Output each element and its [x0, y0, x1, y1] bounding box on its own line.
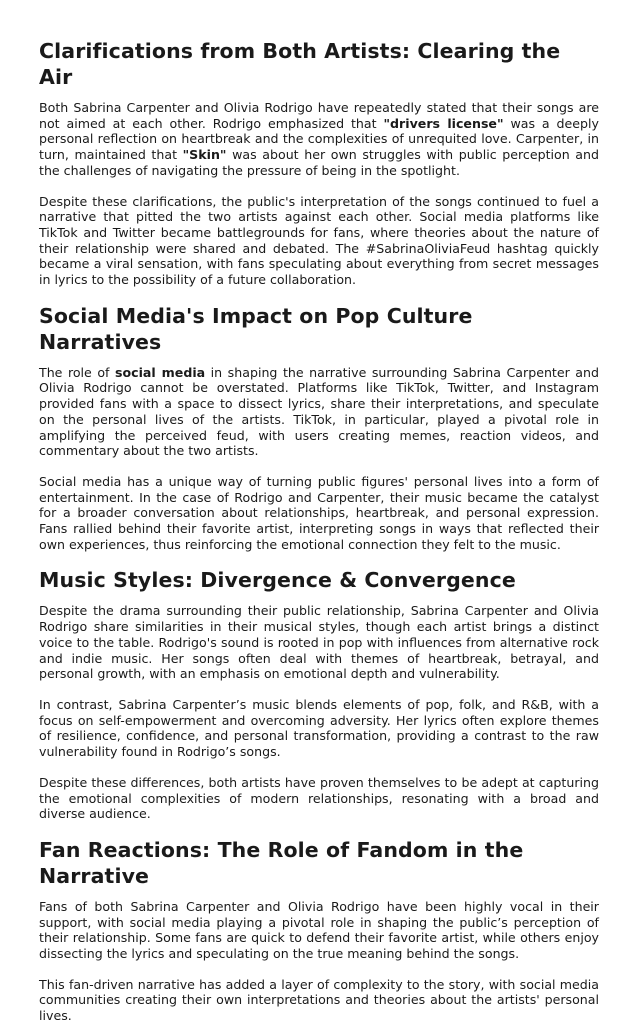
paragraph: Fans of both Sabrina Carpenter and Olivia Rodrigo have been highly vocal in their support, with social media playing a pivotal role in shaping the public’s perception of their relationship. Some fans are quick to defend their favorite artist, while others enjoy dissecting the lyrics and speculating on the true meaning behind the songs.: [39, 898, 599, 962]
paragraph: In contrast, Sabrina Carpenter’s music blends elements of pop, folk, and R&B, with a focus on self-empowerment and overcoming adversity. Her lyrics often explore themes of resilience, confidence, and personal transformation, providing a contrast to the raw vulnerability found in Rodrigo’s songs.: [39, 696, 599, 760]
paragraph: Despite these differences, both artists have proven themselves to be adept at capturing the emotional complexities of modern relationships, resonating with a broad and diverse audience.: [39, 774, 599, 822]
section-clarifications: [39, 38, 599, 288]
paragraph: This fan-driven narrative has added a layer of complexity to the story, with social media communities creating their own interpretations and theories about the artists' personal lives.: [39, 976, 599, 1024]
section-social-media-impact: [39, 303, 599, 553]
paragraph: Despite the drama surrounding their public relationship, Sabrina Carpenter and Olivia Rodrigo share similarities in their musical styles, though each artist brings a distinct voice to the table. Rodrigo's sound is rooted in pop with influences from alternative rock and indie music. Her songs often deal with themes of heartbreak, betrayal, and personal growth, with an emphasis on emotional depth and vulnerability.: [39, 603, 599, 682]
section-heading: Fan Reactions: The Role of Fandom in the Narrative: [39, 837, 524, 888]
song-title-drivers-license: "drivers license": [383, 115, 504, 131]
emphasis-social-media: social media: [115, 364, 206, 380]
song-title-skin: "Skin": [182, 147, 227, 163]
paragraph: The role of social media in shaping the narrative surrounding Sabrina Carpenter and Olivia Rodrigo cannot be overstated. Platforms like TikTok, Twitter, and Instagram provided fans with a space to dissect lyrics, share their interpretations, and speculate on the personal lives of the artists. TikTok, in particular, played a pivotal role in amplifying the perceived feud, with users creating memes, reaction videos, and commentary about the two artists.: [39, 364, 600, 459]
section-heading: Clarifications from Both Artists: Clearing the Air: [39, 39, 561, 89]
section-heading: Social Media's Impact on Pop Culture Narratives: [39, 303, 473, 354]
section-fan-reactions: [39, 837, 599, 1024]
section-heading: Music Styles: Divergence & Convergence: [39, 568, 516, 593]
paragraph: Despite these clarifications, the public's interpretation of the songs continued to fuel a narrative that pitted the two artists against each other. Social media platforms like TikTok and Twitter became battlegrounds for fans, where theories about the nature of their relationship were shared and debated. The #SabrinaOliviaFeud hashtag quickly became a viral sensation, with fans speculating about everything from secret messages in lyrics to the possibility of a future collaboration.: [39, 193, 599, 288]
paragraph: Both Sabrina Carpenter and Olivia Rodrigo have repeatedly stated that their songs are not aimed at each other. Rodrigo emphasized that "drivers license" was a deeply personal reflection on heartbreak and the complexities of unrequited love. Carpenter, in turn, maintained that "Skin" was about her own struggles with public perception and the challenges of navigating the pressure of being in the spotlight.: [39, 100, 599, 178]
paragraph: Social media has a unique way of turning public figures' personal lives into a form of entertainment. In the case of Rodrigo and Carpenter, their music became the catalyst for a broader conversation about relationships, heartbreak, and personal expression. Fans rallied behind their favorite artist, interpreting songs in ways that reflected their own experiences, thus reinforcing the emotional connection they felt to the music.: [39, 473, 599, 552]
section-music-styles: [39, 567, 599, 821]
